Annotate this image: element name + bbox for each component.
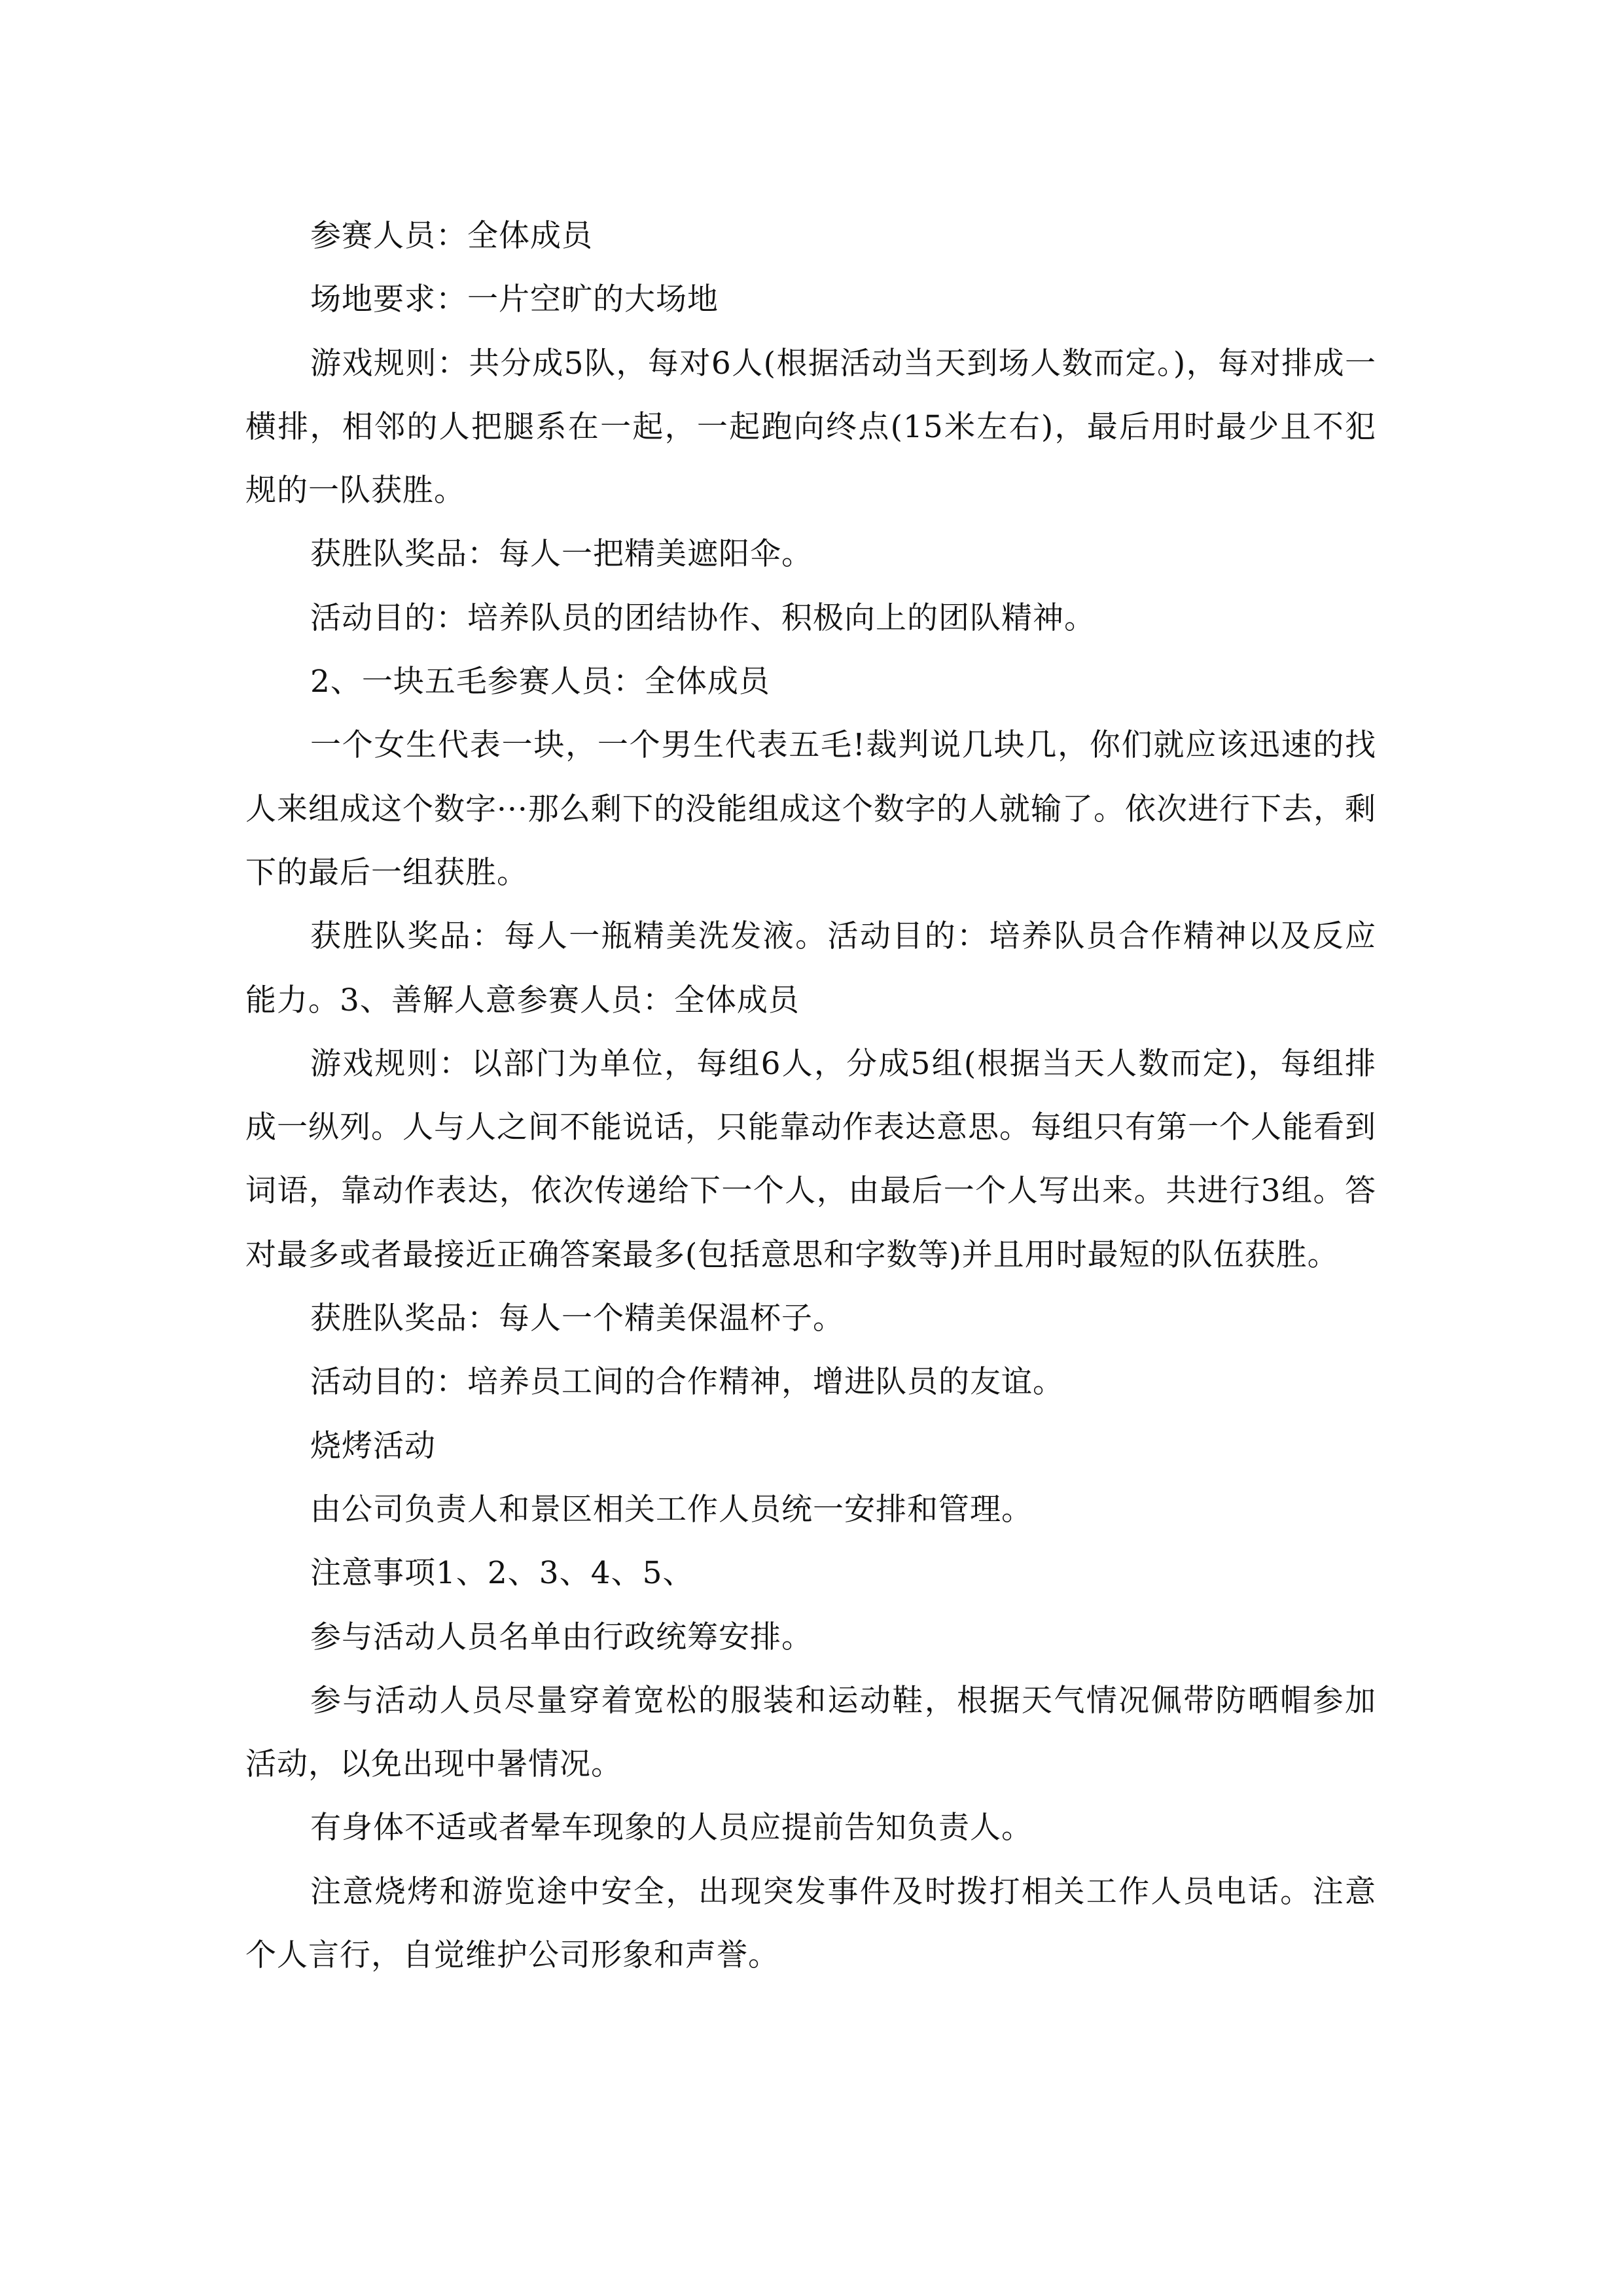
- game-rules-paragraph: 游戏规则：共分成5队，每对6人(根据活动当天到场人数而定。)，每对排成一横排，相邻的人把腿系在一起，一起跑向终点(15米左右)，最后用时最少且不犯规的一队获胜。: [245, 345, 1376, 509]
- note-safety: 注意烧烤和游览途中安全，出现突发事件及时拨打相关工作人员电话。注意个人言行，自觉维护公司形象和声誉。: [245, 1873, 1376, 1974]
- note-health: 有身体不适或者晕车现象的人员应提前告知负责人。: [310, 1810, 1033, 1846]
- note-list-arrangement: 参与活动人员名单由行政统筹安排。: [310, 1619, 813, 1655]
- participants-line: 参赛人员：全体成员: [310, 218, 593, 254]
- game-two-rules-paragraph: 一个女生代表一块，一个男生代表五毛!裁判说几块几，你们就应该迅速的找人来组成这个数字···那么剩下的没能组成这个数字的人就输了。依次进行下去，剩下的最后一组获胜。: [245, 727, 1376, 891]
- activity-goal-line: 活动目的：培养队员的团结协作、积极向上的团队精神。: [310, 600, 1096, 636]
- game-two-heading: 2、一块五毛参赛人员：全体成员: [310, 664, 770, 700]
- venue-requirement-line: 场地要求：一片空旷的大场地: [310, 281, 719, 318]
- document-page: [245, 204, 1376, 1987]
- game-three-prize-line: 获胜队奖品：每人一个精美保温杯子。: [310, 1300, 844, 1337]
- game-two-prize-paragraph: 获胜队奖品：每人一瓶精美洗发液。活动目的：培养队员合作精神以及反应能力。3、善解人意参赛人员：全体成员: [245, 918, 1376, 1018]
- notes-heading: 注意事项1、2、3、4、5、: [310, 1555, 694, 1592]
- bbq-heading: 烧烤活动: [310, 1427, 436, 1464]
- winner-prize-line: 获胜队奖品：每人一把精美遮阳伞。: [310, 536, 813, 573]
- bbq-management-line: 由公司负责人和景区相关工作人员统一安排和管理。: [310, 1491, 1033, 1528]
- game-three-rules-paragraph: 游戏规则：以部门为单位，每组6人，分成5组(根据当天人数而定)，每组排成一纵列。人与人之间不能说话，只能靠动作表达意思。每组只有第一个人能看到词语，靠动作表达，依次传递给下一个人，由最后一个人写出来。共进行3组。答对最多或者最接近正确答案最多(包括意思和字数等)并且用时最短的队伍获胜。: [245, 1045, 1376, 1273]
- game-three-goal-line: 活动目的：培养员工间的合作精神，增进队员的友谊。: [310, 1364, 1064, 1401]
- note-clothing: 参与活动人员尽量穿着宽松的服装和运动鞋，根据天气情况佩带防晒帽参加活动，以免出现中暑情况。: [245, 1682, 1376, 1783]
